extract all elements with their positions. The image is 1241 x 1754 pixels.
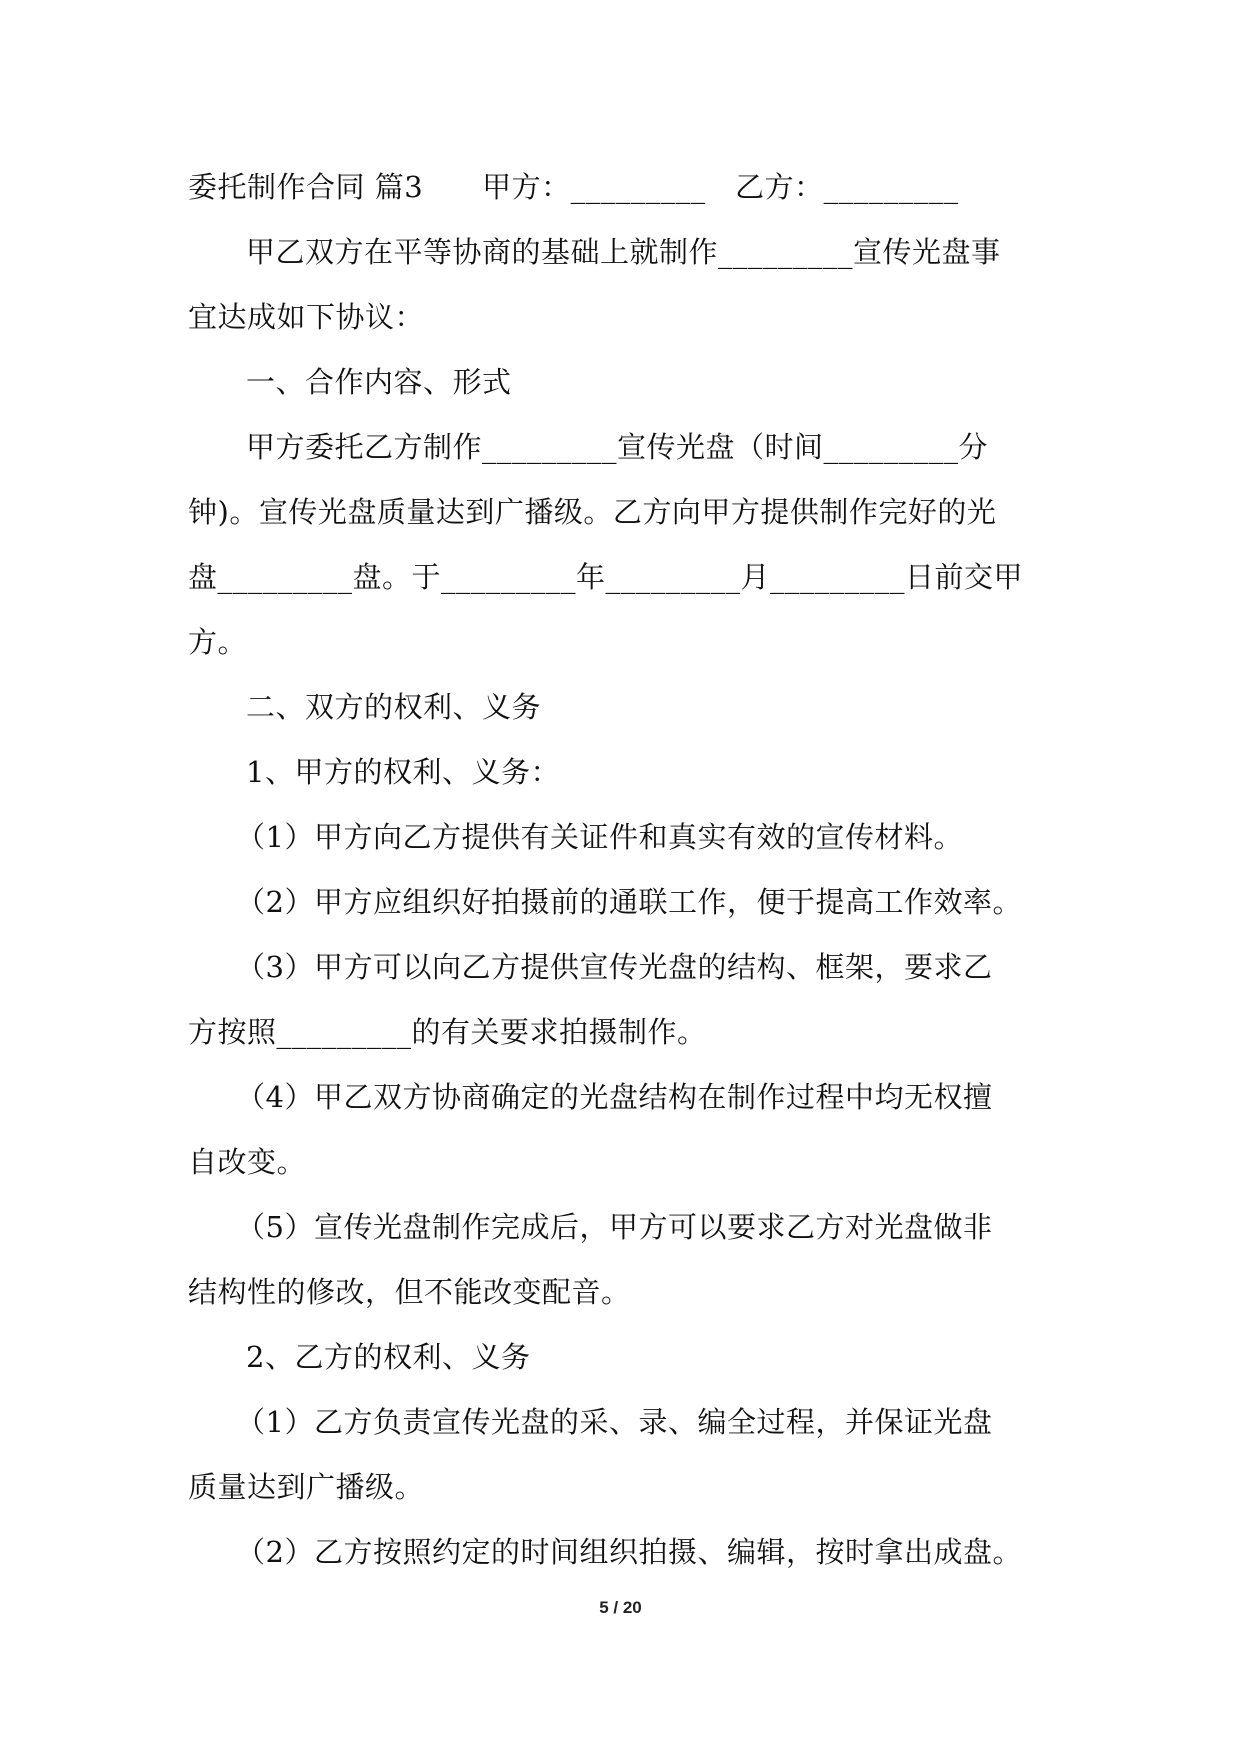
clause-line: （2）甲方应组织好拍摄前的通联工作，便于提高工作效率。 [236,885,1022,919]
paragraph-line: 宜达成如下协议： [188,300,425,334]
clause-line: 质量达到广播级。 [188,1470,425,1504]
page-number: 5 / 20 [599,1598,642,1617]
subsection-heading: 2、乙方的权利、义务 [246,1340,531,1374]
clause-line: （5）宣传光盘制作完成后，甲方可以要求乙方对光盘做非 [236,1210,993,1244]
clause-line: 方按照_________的有关要求拍摄制作。 [188,1015,707,1049]
clause-line: （3）甲方可以向乙方提供宣传光盘的结构、框架，要求乙 [236,950,993,984]
contract-title-line: 委托制作合同 篇3 甲方：_________ 乙方：_________ [188,170,959,204]
subsection-heading: 1、甲方的权利、义务： [246,755,560,789]
section-heading: 二、双方的权利、义务 [246,690,542,724]
clause-line: 结构性的修改，但不能改变配音。 [188,1275,631,1309]
paragraph-line: 方。 [188,625,248,659]
clause-line: 自改变。 [188,1145,307,1179]
paragraph-line: 盘_________盘。于_________年_________月_________日前交甲 [188,560,1024,594]
paragraph-line: 甲乙双方在平等协商的基础上就制作_________宣传光盘事 [246,235,1001,269]
document-body [188,155,1078,1585]
clause-line: （2）乙方按照约定的时间组织拍摄、编辑，按时拿出成盘。 [236,1535,1022,1569]
clause-line: （1）乙方负责宣传光盘的采、录、编全过程，并保证光盘 [236,1405,993,1439]
paragraph-line: 甲方委托乙方制作_________宣传光盘（时间_________分 [246,430,989,464]
paragraph-line: 钟)。宣传光盘质量达到广播级。乙方向甲方提供制作完好的光 [188,495,997,529]
clause-line: （4）甲乙双方协商确定的光盘结构在制作过程中均无权擅 [236,1080,993,1114]
section-heading: 一、合作内容、形式 [246,365,512,399]
clause-line: （1）甲方向乙方提供有关证件和真实有效的宣传材料。 [236,820,963,854]
